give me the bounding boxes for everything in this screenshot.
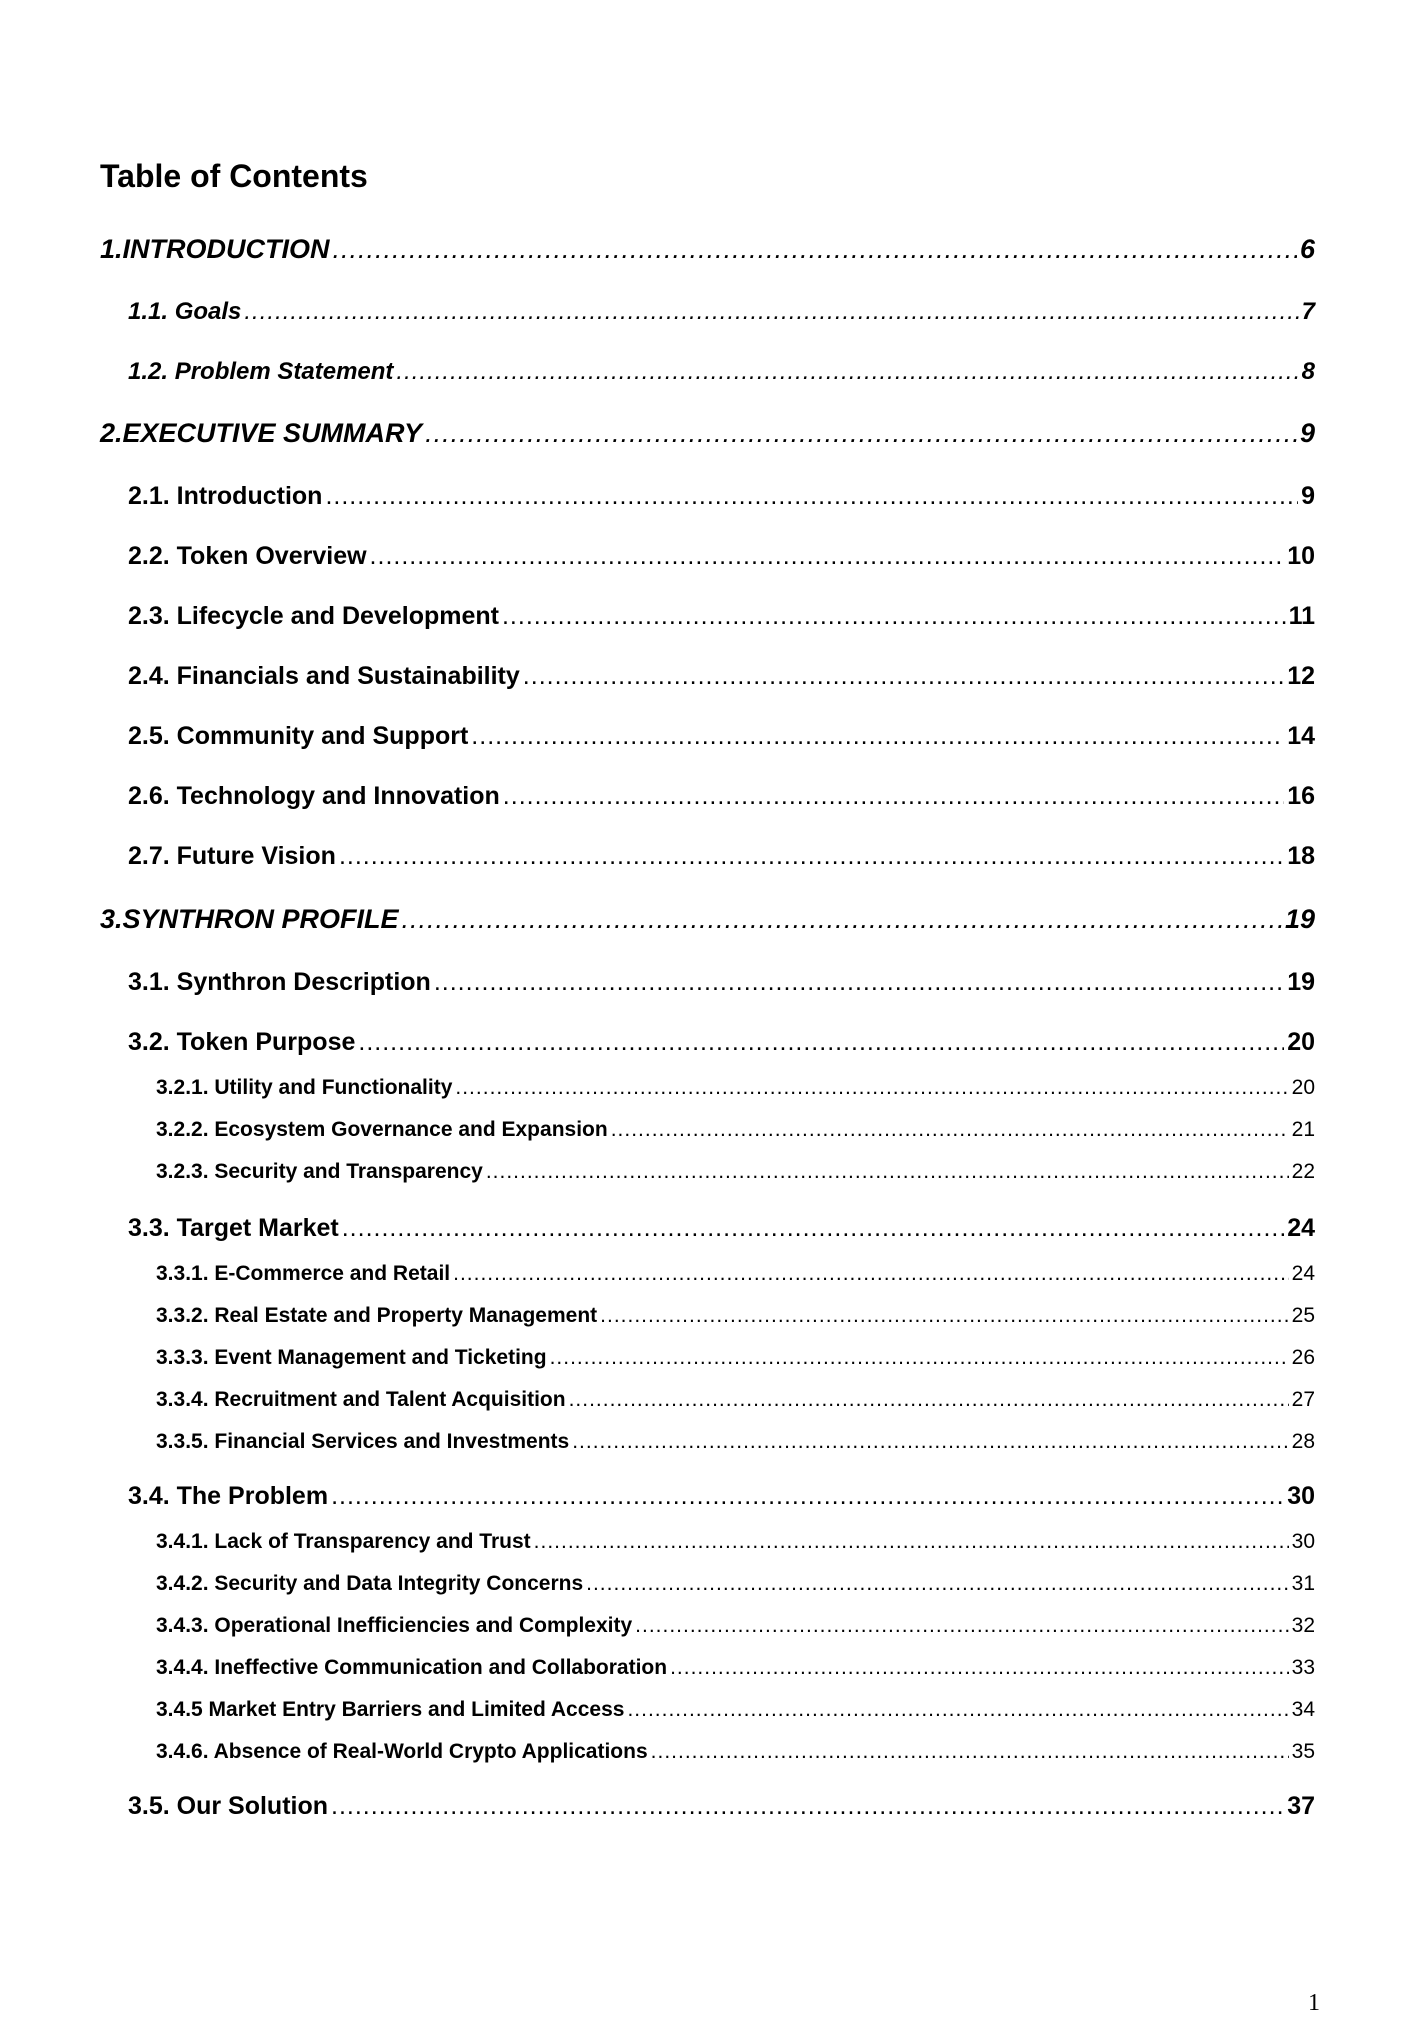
dot-leader xyxy=(434,968,1284,997)
toc-entry-label: 3.4.3. Operational Inefficiencies and Complexity xyxy=(156,1614,633,1637)
dot-leader xyxy=(333,234,1297,265)
toc-entry-label: 3.1. Synthron Description xyxy=(128,968,431,996)
dot-leader xyxy=(342,1214,1284,1243)
toc-entry-page: 27 xyxy=(1291,1388,1315,1411)
dot-leader xyxy=(670,1656,1289,1680)
toc-entry-page: 9 xyxy=(1301,482,1315,510)
toc-entry-label: 3.4.5 Market Entry Barriers and Limited Access xyxy=(156,1698,625,1721)
dot-leader xyxy=(453,1262,1289,1286)
toc-entry-page: 24 xyxy=(1287,1214,1315,1242)
toc-entry-label: 3.4.4. Ineffective Communication and Collaboration xyxy=(156,1656,668,1679)
toc-entry-label: 3.2. Token Purpose xyxy=(128,1028,356,1056)
toc-entry-label: 3.3. Target Market xyxy=(128,1214,339,1242)
toc-entry-page: 7 xyxy=(1301,298,1315,325)
toc-entry-page: 28 xyxy=(1291,1430,1315,1453)
toc-entry[interactable] xyxy=(128,358,1315,386)
toc-entry-label: 3.SYNTHRON PROFILE xyxy=(100,904,399,934)
toc-entry-label: 3.2.3. Security and Transparency xyxy=(156,1160,483,1183)
dot-leader xyxy=(402,904,1282,935)
toc-entry-label: 3.4. The Problem xyxy=(128,1482,329,1510)
toc-entry-label: 3.3.3. Event Management and Ticketing xyxy=(156,1346,547,1369)
toc-entry-label: 2.3. Lifecycle and Development xyxy=(128,602,499,630)
dot-leader xyxy=(455,1076,1288,1100)
toc-entry-label: 3.3.4. Recruitment and Talent Acquisition xyxy=(156,1388,566,1411)
toc-entry[interactable] xyxy=(100,904,1315,935)
dot-leader xyxy=(635,1614,1288,1638)
toc-entry-label: 1.1. Goals xyxy=(128,298,242,325)
dot-leader xyxy=(586,1572,1289,1596)
page-title: Table of Contents xyxy=(100,158,368,194)
toc-entry-page: 20 xyxy=(1291,1076,1315,1099)
dot-leader xyxy=(572,1430,1288,1454)
toc-entry[interactable] xyxy=(100,418,1315,449)
toc-entry[interactable] xyxy=(156,1430,1315,1454)
toc-entry-label: 2.1. Introduction xyxy=(128,482,323,510)
toc-entry-label: 3.4.1. Lack of Transparency and Trust xyxy=(156,1530,531,1553)
toc-entry[interactable] xyxy=(100,234,1315,265)
toc-entry-label: 2.5. Community and Support xyxy=(128,722,469,750)
toc-entry-page: 30 xyxy=(1291,1530,1315,1553)
page-number: 1 xyxy=(1308,1990,1320,2016)
toc-entry[interactable] xyxy=(128,662,1315,691)
toc-entry-page: 8 xyxy=(1301,358,1315,385)
toc-entry[interactable] xyxy=(128,1792,1315,1821)
toc-entry-label: 3.3.5. Financial Services and Investments xyxy=(156,1430,570,1453)
toc-entry-label: 3.4.2. Security and Data Integrity Concerns xyxy=(156,1572,584,1595)
toc-entry[interactable] xyxy=(128,782,1315,811)
toc-entry-label: 1.2. Problem Statement xyxy=(128,358,394,385)
toc-entry-page: 35 xyxy=(1291,1740,1315,1763)
dot-leader xyxy=(503,782,1284,811)
dot-leader xyxy=(600,1304,1288,1328)
toc-entry-page: 33 xyxy=(1291,1656,1315,1679)
toc-entry-label: 3.3.1. E-Commerce and Retail xyxy=(156,1262,451,1285)
toc-entry-label: 3.2.1. Utility and Functionality xyxy=(156,1076,453,1099)
toc-entry-page: 37 xyxy=(1287,1792,1315,1820)
dot-leader xyxy=(486,1160,1289,1184)
toc-entry-label: 2.EXECUTIVE SUMMARY xyxy=(100,418,423,448)
dot-leader xyxy=(651,1740,1289,1764)
toc-entry-label: 3.5. Our Solution xyxy=(128,1792,329,1820)
dot-leader xyxy=(534,1530,1289,1554)
toc-entry[interactable] xyxy=(156,1346,1315,1370)
dot-leader xyxy=(550,1346,1289,1370)
toc-entry[interactable] xyxy=(156,1698,1315,1722)
dot-leader xyxy=(358,1028,1284,1057)
dot-leader xyxy=(502,602,1286,631)
toc-entry-page: 18 xyxy=(1287,842,1315,870)
toc-entry-page: 34 xyxy=(1291,1698,1315,1721)
toc-entry[interactable] xyxy=(156,1530,1315,1554)
toc-entry[interactable] xyxy=(128,542,1315,571)
dot-leader xyxy=(331,1482,1284,1511)
toc-entry-label: 3.2.2. Ecosystem Governance and Expansion xyxy=(156,1118,608,1141)
dot-leader xyxy=(611,1118,1289,1142)
toc-entry-page: 19 xyxy=(1284,904,1315,934)
toc-entry-page: 19 xyxy=(1287,968,1315,996)
toc-entry[interactable] xyxy=(156,1740,1315,1764)
toc-entry-page: 12 xyxy=(1287,662,1315,690)
toc-entry[interactable] xyxy=(156,1614,1315,1638)
toc-entry-page: 16 xyxy=(1287,782,1315,810)
toc-entry-page: 22 xyxy=(1291,1160,1315,1183)
toc-entry[interactable] xyxy=(156,1076,1315,1100)
toc-entry-page: 14 xyxy=(1287,722,1315,750)
toc-entry-page: 10 xyxy=(1287,542,1315,570)
dot-leader xyxy=(325,482,1298,511)
toc-entry[interactable] xyxy=(128,1482,1315,1511)
toc-entry[interactable] xyxy=(156,1656,1315,1680)
toc-entry[interactable] xyxy=(128,842,1315,871)
toc-entry[interactable] xyxy=(128,1214,1315,1243)
toc-entry[interactable] xyxy=(156,1388,1315,1412)
toc-entry-page: 32 xyxy=(1291,1614,1315,1637)
toc-entry-label: 2.2. Token Overview xyxy=(128,542,367,570)
toc-entry-label: 3.3.2. Real Estate and Property Management xyxy=(156,1304,598,1327)
toc-entry-page: 6 xyxy=(1299,234,1315,264)
toc-entry[interactable] xyxy=(156,1304,1315,1328)
toc-entry[interactable] xyxy=(128,482,1315,511)
toc-entry-page: 30 xyxy=(1287,1482,1315,1510)
toc-entry[interactable] xyxy=(156,1572,1315,1596)
toc-entry[interactable] xyxy=(128,1028,1315,1057)
toc-entry-label: 2.6. Technology and Innovation xyxy=(128,782,500,810)
dot-leader xyxy=(331,1792,1284,1821)
toc-entry-label: 2.4. Financials and Sustainability xyxy=(128,662,520,690)
dot-leader xyxy=(339,842,1284,871)
dot-leader xyxy=(627,1698,1288,1722)
toc-entry[interactable] xyxy=(128,298,1315,326)
dot-leader xyxy=(396,358,1298,386)
dot-leader xyxy=(523,662,1284,691)
dot-leader xyxy=(370,542,1285,571)
dot-leader xyxy=(569,1388,1289,1412)
toc-entry-page: 24 xyxy=(1291,1262,1315,1285)
toc-entry-page: 31 xyxy=(1291,1572,1315,1595)
toc-entry-page: 25 xyxy=(1291,1304,1315,1327)
dot-leader xyxy=(425,418,1297,449)
toc-entry[interactable] xyxy=(128,722,1315,751)
toc-entry-label: 3.4.6. Absence of Real-World Crypto Applications xyxy=(156,1740,648,1763)
toc-entry-label: 1.INTRODUCTION xyxy=(100,234,330,264)
dot-leader xyxy=(471,722,1284,751)
toc-entry-label: 2.7. Future Vision xyxy=(128,842,336,870)
toc-entry-page: 21 xyxy=(1291,1118,1315,1141)
toc-entry-page: 9 xyxy=(1299,418,1315,448)
toc-entry[interactable] xyxy=(156,1160,1315,1184)
toc-entry[interactable] xyxy=(128,968,1315,997)
toc-entry-page: 20 xyxy=(1287,1028,1315,1056)
toc-entry-page: 11 xyxy=(1288,602,1315,630)
dot-leader xyxy=(244,298,1298,326)
toc-entry[interactable] xyxy=(128,602,1315,631)
toc-entry[interactable] xyxy=(156,1262,1315,1286)
toc-entry-page: 26 xyxy=(1291,1346,1315,1369)
toc-entry[interactable] xyxy=(156,1118,1315,1142)
